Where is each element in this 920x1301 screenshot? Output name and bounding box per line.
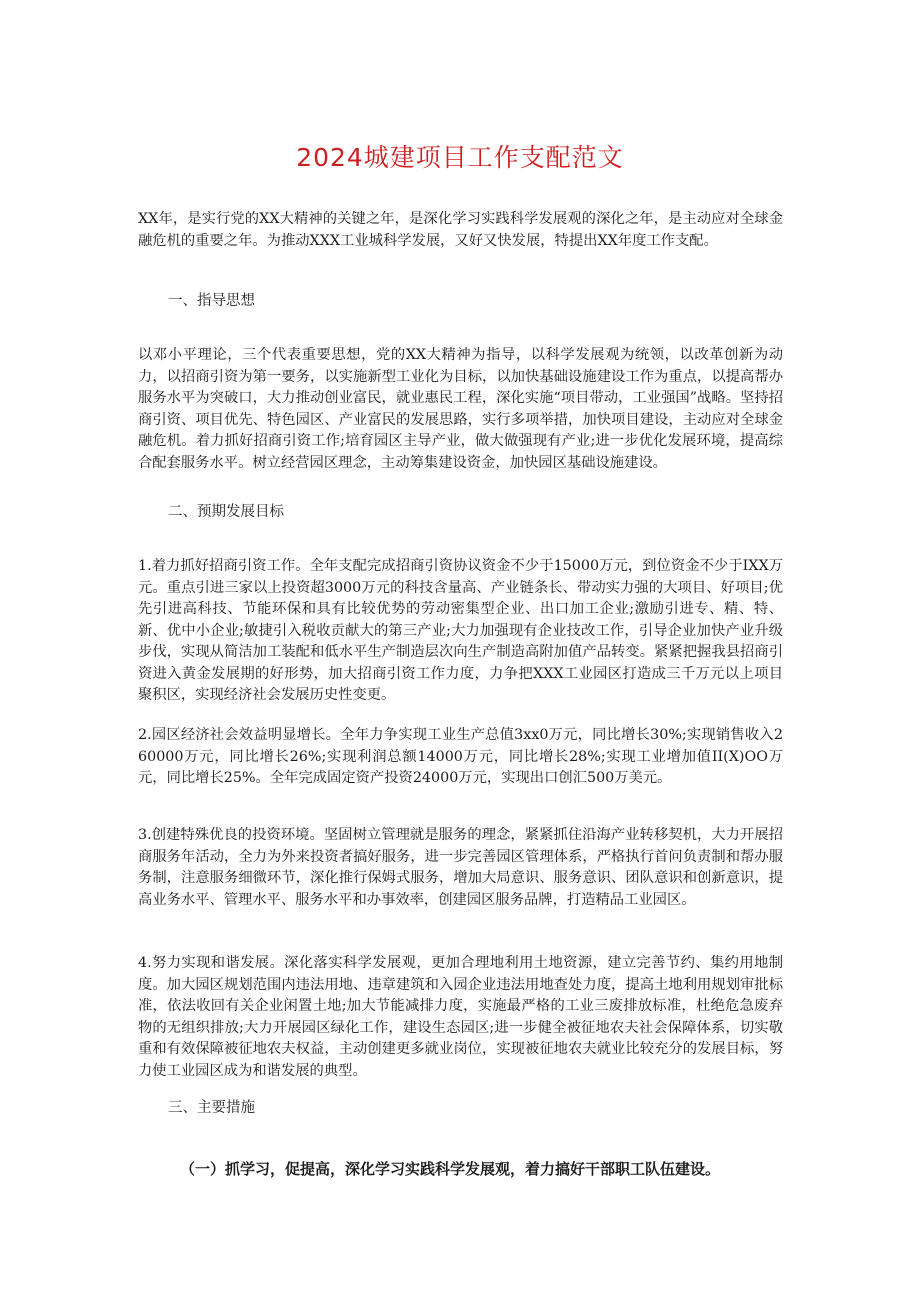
goal-item-1: 1.着力抓好招商引资工作。全年支配完成招商引资协议资金不少于15000万元，到位资金不少于IXX万元。重点引进三家以上投资超3000万元的科技含量高、产业链条长、带动实力强的大项目、好项目;优先引进高科技、节能环保和具有比较优势的劳动密集型企业、出口加工企业;激励引进专、精、特、新、优中小企业;敏捷引入税收贡献大的第三产业;大力加强现有企业技改工作，引导企业加快产业升级步伐，实现从简洁加工装配和低水平生产制造层次向生产制造高附加值产品转变。紧紧把握我县招商引资进入黄金发展期的好形势，加大招商引资工作力度，力争把XXX工业园区打造成三千万元以上项目聚积区，实现经济社会发展历史性变更。 (138, 558, 783, 703)
document-title: 2024城建项目工作支配范文 (296, 143, 624, 172)
goal-item-3: 3.创建特殊优良的投资环境。坚固树立管理就是服务的理念，紧紧抓住沿海产业转移契机，大力开展招商服务年活动，全力为外来投资者搞好服务，进一步完善园区管理体系，严格执行首问负责制和帮办服务制，注意服务细微环节，深化推行保姆式服务，增加大局意识、服务意识、团队意识和创新意识，提高业务水平、管理水平、服务水平和办事效率，创建园区服务品牌，打造精品工业园区。 (138, 827, 783, 908)
section-heading-guiding-ideology: 一、指导思想 (168, 293, 255, 309)
intro-paragraph: XX年，是实行党的XX大精神的关键之年，是深化学习实践科学发展观的深化之年，是主动应对全球金融危机的重要之年。为推动XXX工业城科学发展，又好又快发展，特提出XX年度工作支配。 (138, 211, 783, 249)
section-heading-development-goals: 二、预期发展目标 (168, 504, 284, 520)
subsection-heading-study: （一）抓学习，促提高，深化学习实践科学发展观，着力搞好干部职工队伍建设。 (180, 1160, 721, 1178)
goal-item-2: 2.园区经济社会效益明显增长。全年力争实现工业生产总值3xx0万元，同比增长30%;实现销售收入260000万元，同比增长26%;实现利润总额14000万元，同比增长28%;实现工业增加值II(X)OO万元，同比增长25%。全年完成固定资产投资24000万元，实现出口创汇500万美元。 (138, 727, 783, 786)
goal-item-4: 4.努力实现和谐发展。深化落实科学发展观，更加合理地利用土地资源，建立完善节约、集约用地制度。加大园区规划范围内违法用地、违章建筑和入园企业违法用地查处力度，提高土地利用规划审批标准，依法收回有关企业闲置土地;加大节能减排力度，实施最严格的工业三废排放标准，杜绝危急废弃物的无组织排放;大力开展园区绿化工作，建设生态园区;进一步健全被征地农夫社会保障体系，切实敬重和有效保障被征地农夫权益，主动创建更多就业岗位，实现被征地农夫就业比较充分的发展目标，努力使工业园区成为和谐发展的典型。 (138, 955, 783, 1079)
section-heading-main-measures: 三、主要措施 (168, 1100, 255, 1116)
guiding-ideology-paragraph: 以邓小平理论，三个代表重要思想，党的XX大精神为指导，以科学发展观为统领，以改革创新为动力，以招商引资为第一要务，以实施新型工业化为目标，以加快基础设施建设工作为重点，以提高帮办服务水平为突破口，大力推动创业富民，就业惠民工程，深化实施“项目带动，工业强国”战略。坚持招商引资、项目优先、特色园区、产业富民的发展思路，实行多项举措，加快项目建设，主动应对全球金融危机。着力抓好招商引资工作;培育园区主导产业，做大做强现有产业;进一步优化发展环境，提高综合配套服务水平。树立经营园区理念，主动筹集建设资金，加快园区基础设施建设。 (138, 347, 783, 471)
